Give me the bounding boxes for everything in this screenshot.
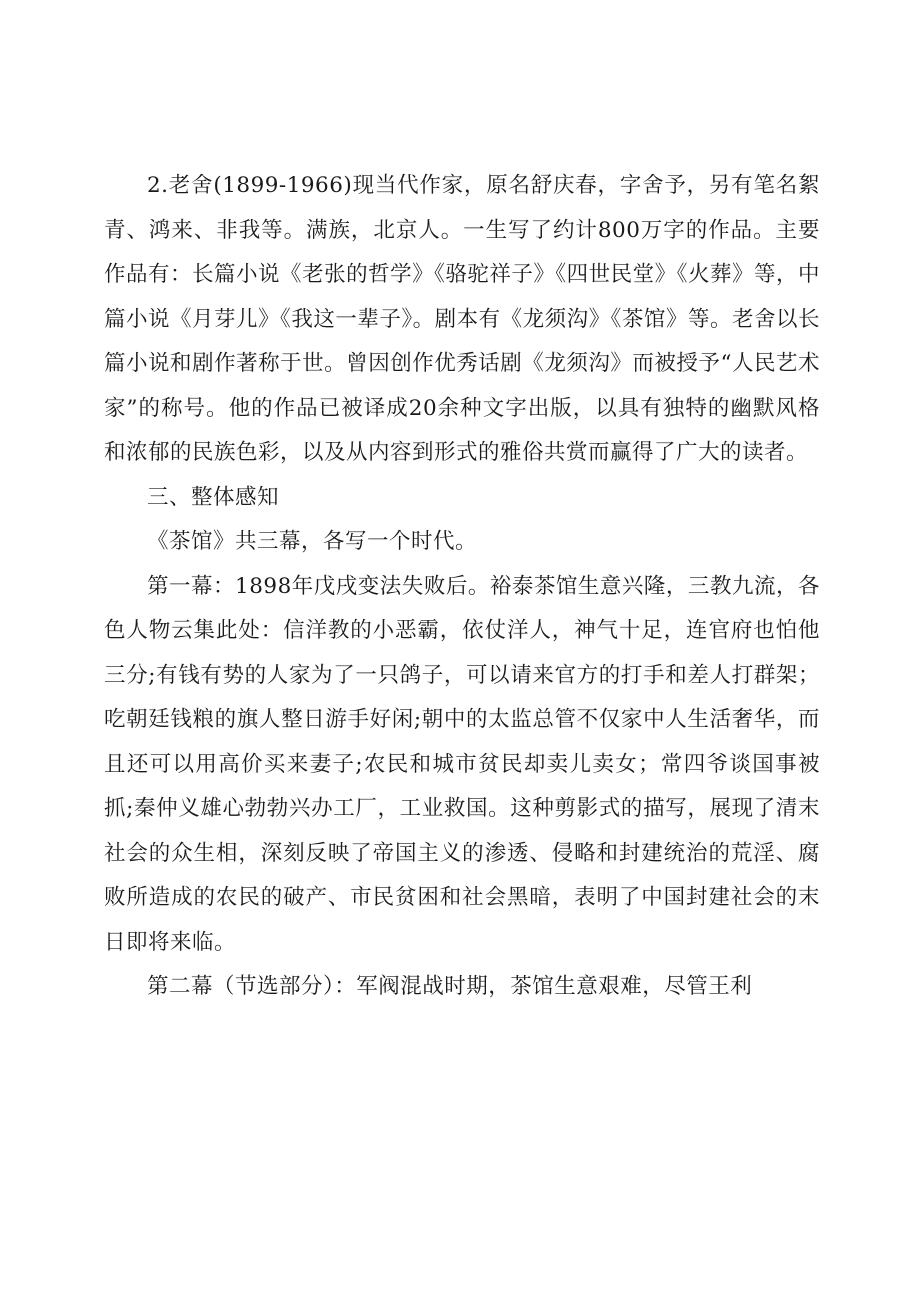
paragraph-act-two: 第二幕（节选部分）：军阀混战时期，茶馆生意艰难，尽管王利 — [147, 974, 753, 999]
paragraph-teahouse-intro: 《茶馆》共三幕，各写一个时代。 — [147, 529, 478, 554]
paragraph-act-one: 第一幕：1898年戊戌变法失败后。裕泰茶馆生意兴隆，三教九流，各色人物云集此处：信洋教的小恶霸，依仗洋人，神气十足，连官府也怕他三分;有钱有势的人家为了一只鸽子，可以请来官方的打手和差人打群架；吃朝廷钱粮的旗人整日游手好闲;朝中的太监总管不仅家中人生活奢华，而且还可以用高价买来妻子;农民和城市贫民却卖儿卖女；常四爷谈国事被抓;秦仲义雄心勃勃兴办工厂，工业救国。这种剪影式的描写，展现了清末社会的众生相，深刻反映了帝国主义的渗透、侵略和封建统治的荒淫、腐败所造成的农民的破产、市民贫困和社会黑暗，表明了中国封建社会的末日即将来临。 — [104, 573, 820, 955]
paragraph-lao-she-bio: 2.老舍(1899-1966)现当代作家，原名舒庆春，字舍予，另有笔名絮青、鸿来、非我等。满族，北京人。一生写了约计800万字的作品。主要作品有：长篇小说《老张的哲学》《骆驼祥子》《四世民堂》《火葬》等，中篇小说《月芽儿》《我这一辈子》。剧本有《龙须沟》《茶馆》等。老舍以长篇小说和剧作著称于世。曾因创作优秀话剧《龙须沟》而被授予“人民艺术家”的称号。他的作品已被译成20余种文字出版，以具有独特的幽默风格和浓郁的民族色彩，以及从内容到形式的雅俗共赏而赢得了广大的读者。 — [104, 173, 820, 465]
document-body — [104, 164, 820, 1010]
section-heading-overall-perception: 三、整体感知 — [147, 484, 280, 510]
